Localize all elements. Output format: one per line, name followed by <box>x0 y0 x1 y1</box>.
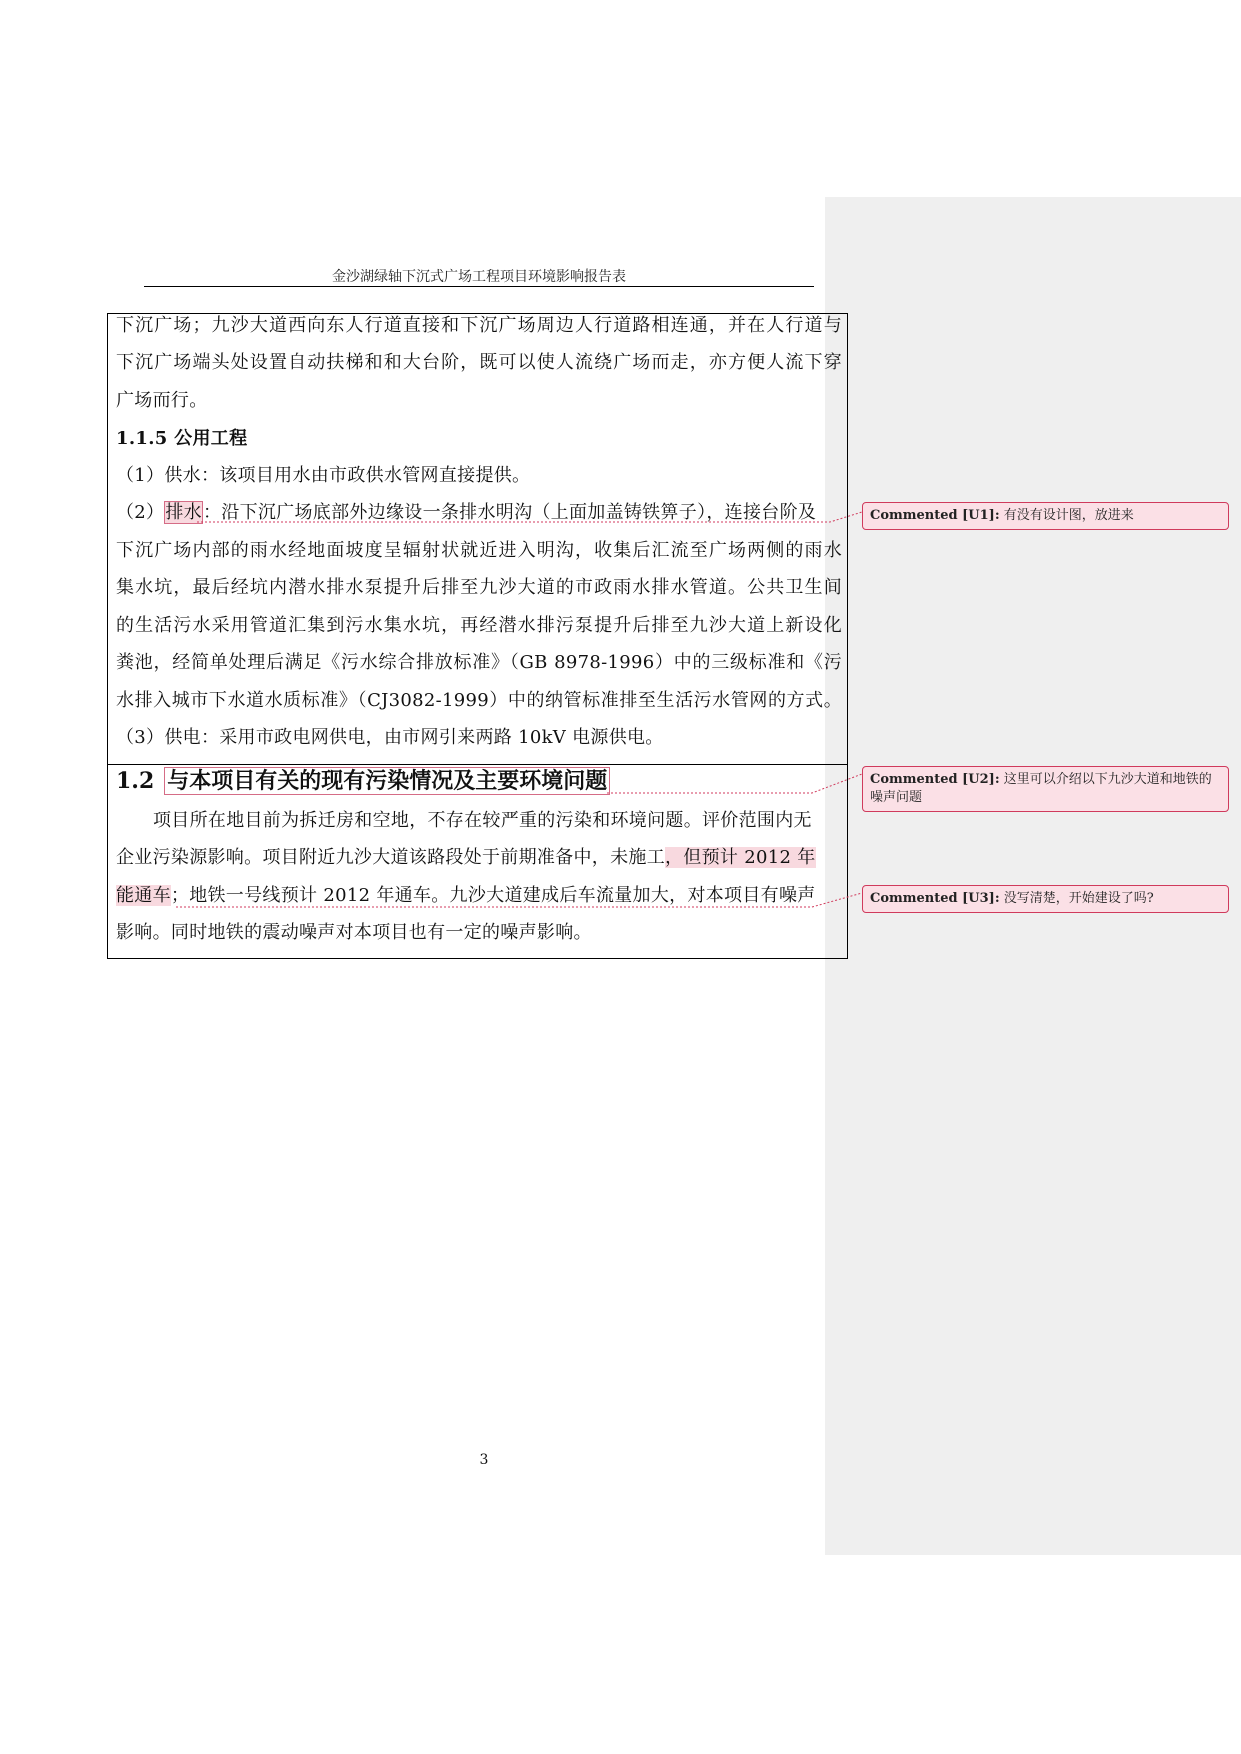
section-number: 1.2 <box>116 768 155 794</box>
comment-u3[interactable] <box>862 885 1229 913</box>
body-line: 下沉广场；九沙大道西向东人行道直接和下沉广场周边人行道路相连通，并在人行道与 <box>116 315 842 336</box>
comment-anchor-u3-part2[interactable]: 能通车 <box>116 885 171 906</box>
comment-anchor-u1[interactable]: 排水 <box>165 502 202 523</box>
drainage-prefix: （2） <box>116 502 165 523</box>
drainage-rest: ：沿下沉广场底部外边缘设一条排水明沟（上面加盖铸铁箅子），连接台阶及 <box>202 502 817 523</box>
header-title: 金沙湖绿轴下沉式广场工程项目环境影响报告表 <box>332 269 626 285</box>
comment-anchor-u2[interactable]: 与本项目有关的现有污染情况及主要环境问题 <box>164 767 610 795</box>
comment-label: Commented [U2]: <box>870 772 1000 787</box>
body-line: 影响。同时地铁的震动噪声对本项目也有一定的噪声影响。 <box>116 922 592 943</box>
power-supply-line: （3）供电：采用市政电网供电，由市网引来两路 10kV 电源供电。 <box>116 727 664 748</box>
comment-u1[interactable] <box>862 502 1229 530</box>
body-line: 粪池，经简单处理后满足《污水综合排放标准》（GB 8978-1996）中的三级标准和《污 <box>116 652 842 673</box>
body-line: 项目所在地目前为拆迁房和空地，不存在较严重的污染和环境问题。评价范围内无 <box>153 810 812 831</box>
comment-text: 没写清楚，开始建设了吗? <box>1003 891 1154 906</box>
body-text: ；地铁一号线预计 2012 年通车。九沙大道建成后车流量加大，对本项目有噪声 <box>170 885 816 906</box>
page-number: 3 <box>479 1452 489 1468</box>
body-line: 的生活污水采用管道汇集到污水集水坑，再经潜水排污泵提升后排至九沙大道上新设化 <box>116 615 842 636</box>
body-line: 下沉广场端头处设置自动扶梯和和大台阶，既可以使人流绕广场而走，亦方便人流下穿 <box>116 352 842 373</box>
comment-u2[interactable] <box>862 766 1229 812</box>
body-line: 广场而行。 <box>116 390 208 411</box>
comment-label: Commented [U3]: <box>870 891 1000 906</box>
connector-u2 <box>607 774 862 793</box>
comment-label: Commented [U1]: <box>870 508 1000 523</box>
body-line: 集水坑，最后经坑内潜水排水泵提升后排至九沙大道的市政雨水排水管道。公共卫生间 <box>116 577 842 598</box>
section-heading-1-1-5: 1.1.5 公用工程 <box>116 428 248 449</box>
body-text: 企业污染源影响。项目附近九沙大道该路段处于前期准备中，未施工 <box>116 847 665 868</box>
water-supply-line: （1）供水：该项目用水由市政供水管网直接提供。 <box>116 465 531 486</box>
connector-u1 <box>197 512 862 522</box>
comment-anchor-u3-part1[interactable]: ，但预计 2012 年 <box>665 847 816 868</box>
connector-u3 <box>176 893 862 907</box>
comment-text: 这里可以介绍以下九沙大道和地铁的噪声问题 <box>870 772 1212 805</box>
body-line: 下沉广场内部的雨水经地面坡度呈辐射状就近进入明沟，收集后汇流至广场两侧的雨水 <box>116 540 842 561</box>
body-line: 水排入城市下水道水质标准》（CJ3082-1999）中的纳管标准排至生活污水管网的方式。 <box>116 690 842 711</box>
comment-text: 有没有设计图，放进来 <box>1003 508 1134 523</box>
